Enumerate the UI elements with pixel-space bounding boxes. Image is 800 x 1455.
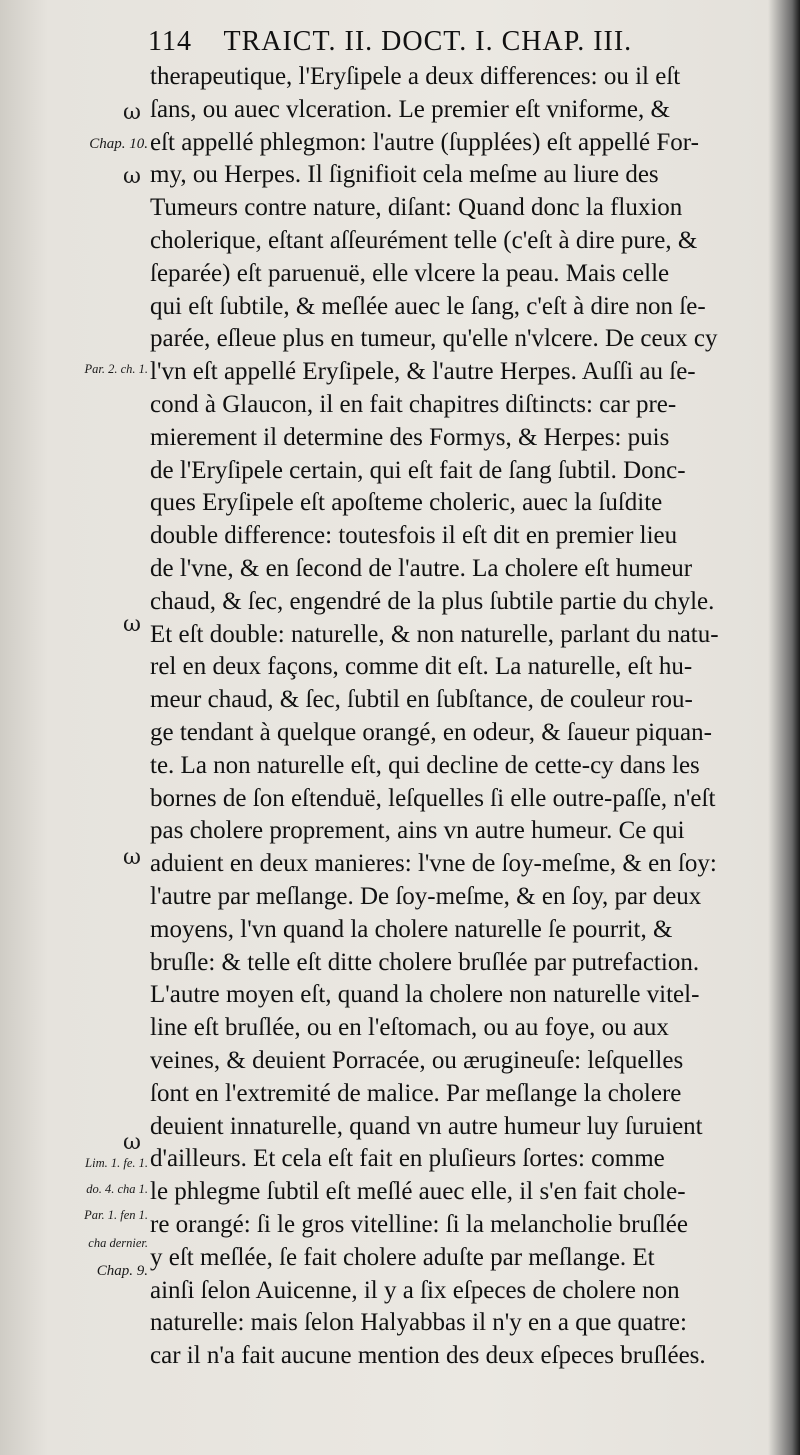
text-line: veines, & deuient Porracée, ou ærugineuſe: leſquelles	[150, 1047, 684, 1074]
text-line: my, ou Herpes. Il ſignifioit cela meſme au liure des	[150, 161, 659, 189]
text-line: L'autre moyen eſt, quand la cholere non naturelle vitel-	[150, 981, 700, 1009]
text-line: aduient en deux manieres: l'vne de ſoy-meſme, & en ſoy:	[150, 850, 717, 878]
text-line: de l'vne, & en ſecond de l'autre. La cholere eſt humeur	[150, 555, 693, 582]
text-line: parée, eſleue plus en tumeur, qu'elle n'vlcere. De ceux cy	[150, 325, 718, 353]
margin-note-lim-4: cha dernier.	[88, 1236, 148, 1250]
text-line: bruſle: & telle eſt ditte cholere bruſlée par putrefaction.	[150, 948, 700, 976]
text-line: moyens, l'vn quand la cholere naturelle ſe pourrit, &	[150, 915, 673, 943]
marginal-mark-icon: ω	[123, 1130, 141, 1155]
text-line: te. La non naturelle eſt, qui decline de cette-cy dans les	[150, 751, 700, 779]
text-line: eſt appellé phlegmon: l'autre (ſupplées) eſt appellé For-	[150, 128, 699, 156]
text-line: cholerique, eſtant aſſeurément telle (c'eſt à dire pure, &	[150, 227, 698, 254]
margin-note-chap9: Chap. 9.	[96, 1263, 148, 1279]
running-title: TRAICT. II. DOCT. I. CHAP. III.	[223, 26, 633, 57]
text-line: bornes de ſon eſtenduë, leſquelles ſi elle outre-paſſe, n'eſt	[150, 784, 716, 812]
text-line: ſont en l'extremité de malice. Par meſlange la cholere	[150, 1079, 682, 1107]
page-number: 114	[148, 26, 192, 57]
text-line: mierement il determine des Formys, & Herpes: puis	[150, 423, 670, 451]
text-line: l'vn eſt appellé Eryſipele, & l'autre Herpes. Auſſi au ſe-	[150, 358, 696, 386]
text-line: double difference: toutesfois il eſt dit en premier lieu	[150, 522, 678, 550]
text-line: ge tendant à quelque orangé, en odeur, & ſaueur piquan-	[150, 719, 712, 746]
running-header	[148, 22, 708, 62]
text-line: car il n'a fait aucune mention des deux eſpeces bruſlées.	[150, 1342, 706, 1370]
text-line: chaud, & ſec, engendré de la plus ſubtile partie du chyle.	[150, 587, 715, 615]
marginal-mark-icon: ω	[123, 612, 141, 637]
marginal-mark-icon: ω	[123, 164, 141, 189]
text-line: l'autre par meſlange. De ſoy-meſme, & en ſoy, par deux	[150, 883, 702, 910]
marginal-mark-icon: ω	[123, 845, 141, 870]
text-line: meur chaud, & ſec, ſubtil en ſubſtance, de couleur rou-	[150, 686, 693, 714]
text-line: ſans, ou auec vlceration. Le premier eſt vniforme, &	[150, 95, 670, 123]
text-line: d'ailleurs. Et cela eſt fait en pluſieurs ſortes: comme	[150, 1145, 665, 1173]
text-line: ſeparée) eſt paruenuë, elle vlcere la peau. Mais celle	[150, 259, 670, 287]
text-line: Tumeurs contre nature, diſant: Quand donc la fluxion	[150, 194, 683, 222]
text-line: deuient innaturelle, quand vn autre humeur luy ſuruient	[150, 1112, 703, 1140]
text-line: qui eſt ſubtile, & meſlée auec le ſang, c'eſt à dire non ſe-	[150, 292, 706, 320]
text-line: de l'Eryſipele certain, qui eſt fait de ſang ſubtil. Donc-	[150, 456, 686, 484]
margin-note-lim-3: Par. 1. fen 1.	[84, 1208, 148, 1222]
margin-note-lim-2: do. 4. cha 1.	[86, 1182, 148, 1196]
text-line: pas cholere proprement, ains vn autre humeur. Ce qui	[150, 817, 685, 845]
text-line: re orangé: ſi le gros vitelline: ſi la melancholie bruſlée	[150, 1211, 689, 1238]
text-line: ainſi ſelon Auicenne, il y a ſix eſpeces de cholere non	[150, 1276, 680, 1304]
text-line: naturelle: mais ſelon Halyabbas il n'y en a que quatre:	[150, 1309, 687, 1337]
text-line: ques Eryſipele eſt apoſteme choleric, auec la ſuſdite	[150, 489, 663, 517]
text-line: Et eſt double: naturelle, & non naturelle, parlant du natu-	[150, 620, 719, 648]
text-line: line eſt bruſlée, ou en l'eſtomach, ou au foye, ou aux	[150, 1014, 669, 1042]
margin-note-par2: Par. 2. ch. 1.	[84, 362, 148, 376]
text-line: cond à Glaucon, il en fait chapitres diſtincts: car pre-	[150, 391, 677, 418]
text-line: y eſt meſlée, ſe fait cholere aduſte par meſlange. Et	[150, 1243, 655, 1271]
text-line: rel en deux façons, comme dit eſt. La naturelle, eſt hu-	[150, 653, 693, 681]
text-line: therapeutique, l'Eryſipele a deux differences: ou il eſt	[150, 63, 681, 90]
margin-note-lim-1: Lim. 1. fe. 1.	[85, 1156, 148, 1170]
text-line: le phlegme ſubtil eſt meſlé auec elle, il s'en fait chole-	[150, 1178, 686, 1206]
marginal-mark-icon: ω	[123, 100, 141, 125]
margin-note-chap10: Chap. 10.	[89, 136, 148, 152]
